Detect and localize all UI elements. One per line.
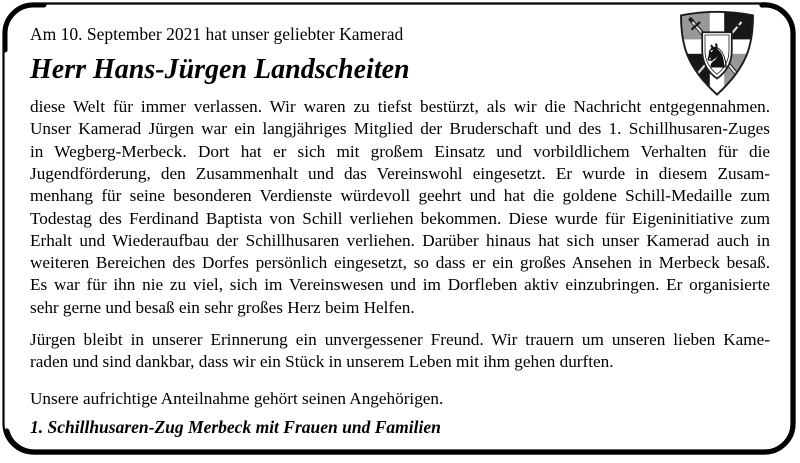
text-line: in Wegberg-Merbeck. Dort hat er sich mit großem Einsatz und vorbildlichem Verhalten für die (30, 141, 770, 161)
text-line: Erhalt und Wiederaufbau der Schillhusaren verliehen. Darüber hinaus hat sich unser Kamerad auch in (30, 230, 770, 250)
text-line: Jürgen bleibt in unserer Erinnerung ein unvergessener Freund. Wir trauern um unseren lieben Kame- (30, 330, 770, 350)
text-line: Todestag des Ferdinand Baptista von Schill verliehen bekommen. Diese wurde für Eigeninitiative zum (30, 208, 770, 228)
text-line: raden und sind dankbar, dass wir ein Stück in unserem Leben mit ihm gehen durften. (30, 352, 614, 372)
signature-text: 1. Schillhusaren-Zug Merbeck mit Frauen und Familien (30, 416, 441, 437)
notice-content (30, 0, 770, 438)
intro-text: Am 10. September 2021 hat unser geliebter Kamerad (30, 24, 404, 44)
text-line: weiteren Bereichen des Dorfes persönlich eingesetzt, so dass er ein großes Ansehen in Merbeck besaß. (30, 253, 770, 273)
text-line: Unser Kamerad Jürgen war ein langjähriges Mitglied der Bruderschaft und des 1. Schillhusaren-Zuges (30, 119, 770, 139)
obituary-paragraph (30, 96, 770, 319)
text-line: Es war für ihn nie zu viel, sich im Vereinswesen und im Dorfleben aktiv einzubringen. Er organisierte (30, 275, 770, 295)
deceased-name: Herr Hans-Jürgen Landscheiten (30, 54, 410, 86)
knight-chess-icon: ♞ (701, 36, 733, 76)
remembrance-paragraph (30, 329, 770, 374)
text-line: sehr gerne und besaß ein sehr großes Herz beim Helfen. (30, 297, 415, 317)
text-line: diese Welt für immer verlassen. Wir waren zu tiefst bestürzt, als wir die Nachricht entgegennahmen. (30, 97, 770, 117)
condolence-text: Unsere aufrichtige Anteilnahme gehört seinen Angehörigen. (30, 388, 444, 408)
text-line: Jugendförderung, den Zusammenhalt und das Vereinswohl eingesetzt. Er wurde in diesem Zusam- (30, 163, 770, 183)
text-line: menhang für seine besonderen Verdienste würdevoll geehrt und hat die goldene Schill-Medaille zum (30, 186, 770, 206)
